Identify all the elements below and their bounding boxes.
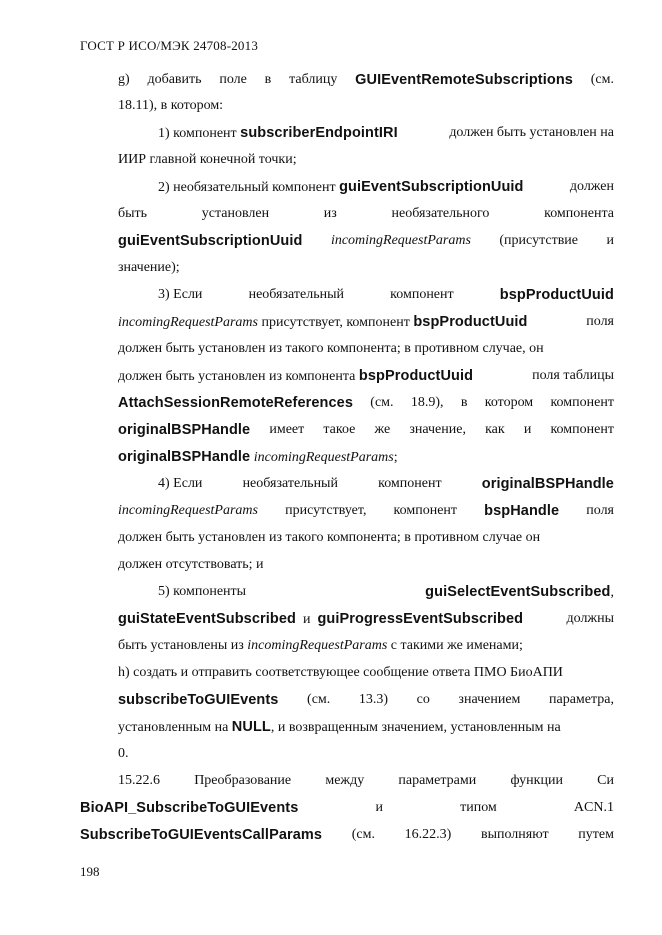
text-line: originalBSPHandle incomingRequestParams; xyxy=(118,449,398,465)
text-line: 4) Если необязательный компонент originalBSPHandle xyxy=(158,476,614,492)
text-line: быть установлены из incomingRequestParams с такими же именами; xyxy=(118,638,523,653)
field-name: guiStateEventSubscribed xyxy=(118,611,296,627)
field-name: bspProductUuid xyxy=(413,314,528,330)
text-line: 1) компонент subscriberEndpointIRI должен быть установлен на xyxy=(158,125,614,141)
page-header: ГОСТ Р ИСО/МЭК 24708-2013 xyxy=(80,38,259,53)
field-name: guiEventSubscriptionUuid xyxy=(118,233,303,249)
text-line: 5) компоненты guiSelectEventSubscribed, xyxy=(158,584,614,600)
params-name: incomingRequestParams xyxy=(330,233,471,248)
text-line: incomingRequestParams присутствует, компонент bspHandle поля xyxy=(118,503,614,519)
field-name: subscriberEndpointIRI xyxy=(240,125,398,141)
table-name: GUIEventRemoteSubscriptions xyxy=(355,72,573,88)
function-name: subscribeToGUIEvents xyxy=(118,692,279,708)
text-line: guiEventSubscriptionUuid incomingRequestParams (присутствие и xyxy=(118,233,614,249)
text-line: originalBSPHandle имеет такое же значение, как и компонент xyxy=(118,422,614,438)
text-line: должен быть установлен из компонента bspProductUuid поля таблицы xyxy=(118,368,614,384)
field-name: guiEventSubscriptionUuid xyxy=(339,179,524,195)
text-line: guiStateEventSubscribed и guiProgressEventSubscribed должны xyxy=(118,611,614,627)
text-line: SubscribeToGUIEventsCallParams (см. 16.22.3) выполняют путем xyxy=(80,827,614,843)
section-number: 15.22.6 xyxy=(118,773,160,788)
text-line: должен быть установлен из такого компонента; в противном случае он xyxy=(118,530,541,545)
field-name: bspProductUuid xyxy=(358,368,474,384)
text-line: 2) необязательный компонент guiEventSubscriptionUuid должен xyxy=(158,179,614,195)
function-name: BioAPI_SubscribeToGUIEvents xyxy=(80,800,299,816)
text-line: значение); xyxy=(118,260,180,275)
text-line: должен отсутствовать; и xyxy=(118,557,264,572)
table-name: AttachSessionRemoteReferences xyxy=(118,395,353,411)
section-heading-line: 15.22.6 Преобразование между параметрами функции Си xyxy=(118,773,614,788)
field-name: guiSelectEventSubscribed xyxy=(425,584,611,600)
text-line: установленным на NULL, и возвращенным значением, установленным на xyxy=(118,719,561,735)
text-line: должен быть установлен из такого компонента; в противном случае, он xyxy=(118,341,544,356)
params-name: incomingRequestParams xyxy=(118,315,258,330)
text-line: 18.11), в котором: xyxy=(118,98,224,113)
field-name: bspHandle xyxy=(484,503,560,519)
field-name: bspProductUuid xyxy=(499,287,614,303)
text-line: g) добавить поле в таблицу GUIEventRemoteSubscriptions (см. xyxy=(118,72,614,88)
text-line: быть установлен из необязательного компонента xyxy=(118,206,614,221)
text-line: h) создать и отправить соответствующее сообщение ответа ПМО БиоАПИ xyxy=(118,665,563,680)
params-name: incomingRequestParams xyxy=(118,503,258,518)
type-name: SubscribeToGUIEventsCallParams xyxy=(80,827,323,843)
field-name: originalBSPHandle xyxy=(118,422,251,438)
text-line: 0. xyxy=(118,746,129,761)
text-line: ИИР главной конечной точки; xyxy=(118,152,297,167)
field-name: originalBSPHandle xyxy=(118,449,251,465)
page-number: 198 xyxy=(80,864,100,879)
text-line: incomingRequestParams присутствует, компонент bspProductUuid поля xyxy=(118,314,614,330)
field-name: guiProgressEventSubscribed xyxy=(317,611,524,627)
null-value: NULL xyxy=(231,719,271,735)
params-name: incomingRequestParams xyxy=(253,450,394,465)
text-line: AttachSessionRemoteReferences (см. 18.9), в котором компонент xyxy=(118,395,614,411)
field-name: originalBSPHandle xyxy=(481,476,614,492)
text-line: BioAPI_SubscribeToGUIEvents и типом ACN.1 xyxy=(80,800,614,816)
text-line: subscribeToGUIEvents (см. 13.3) со значением параметра, xyxy=(118,692,614,708)
text-line: 3) Если необязательный компонент bspProductUuid xyxy=(158,287,614,303)
params-name: incomingRequestParams xyxy=(247,638,388,653)
